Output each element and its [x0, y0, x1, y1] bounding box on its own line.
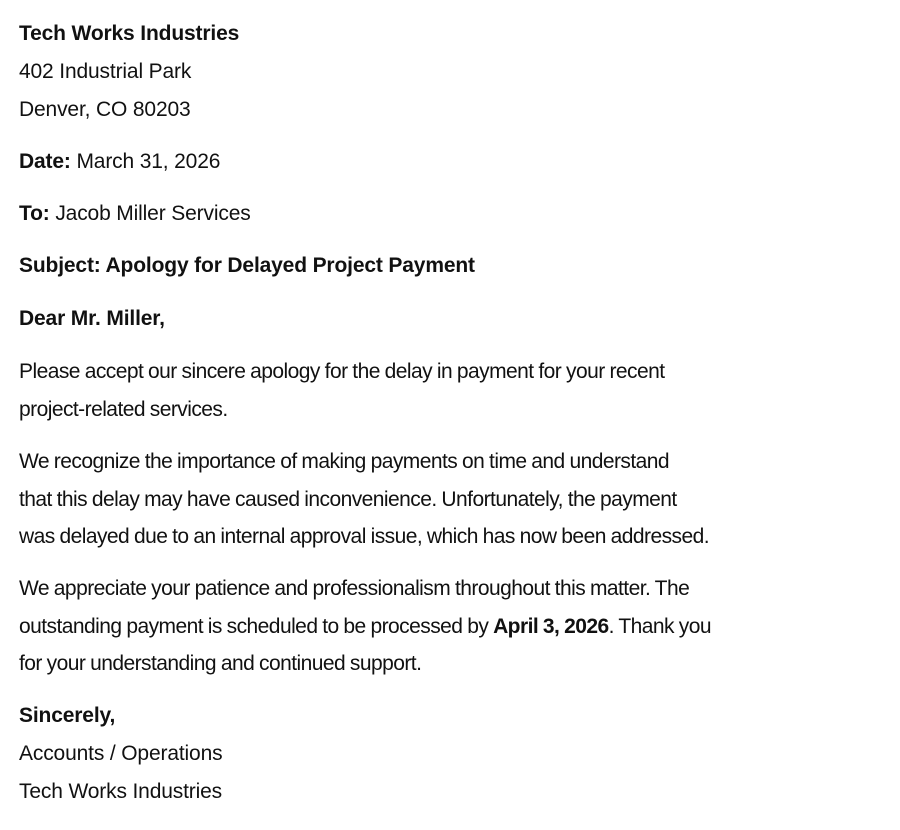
- sender-address-line1: 402 Industrial Park: [19, 60, 192, 83]
- subject-line: Subject: Apology for Delayed Project Payment: [19, 254, 475, 277]
- paragraph-2-line-1: We recognize the importance of making payments on time and understand: [19, 450, 670, 473]
- paragraph-1-line-1: Please accept our sincere apology for the delay in payment for your recent: [19, 360, 665, 383]
- date-value: March 31, 2026: [70, 150, 221, 173]
- salutation: Dear Mr. Miller,: [19, 307, 165, 330]
- paragraph-3-line-1: We appreciate your patience and professionalism throughout this matter. The: [19, 577, 690, 600]
- scheduled-payment-date: April 3, 2026: [493, 615, 609, 638]
- paragraph-3-line-2-tail: . Thank you: [608, 615, 711, 638]
- closing-company: Tech Works Industries: [19, 780, 223, 803]
- recipient-label: To:: [19, 202, 50, 225]
- sender-address-line2: Denver, CO 80203: [19, 98, 191, 121]
- closing-valediction: Sincerely,: [19, 704, 116, 727]
- paragraph-3-line-3: for your understanding and continued support.: [19, 652, 422, 675]
- paragraph-2-line-2: that this delay may have caused inconvenience. Unfortunately, the payment: [19, 488, 677, 511]
- date-line: [19, 149, 220, 175]
- paragraph-1-line-2: project-related services.: [19, 398, 228, 421]
- sender-company: Tech Works Industries: [19, 22, 240, 45]
- recipient-line: [19, 201, 251, 227]
- recipient-value: Jacob Miller Services: [49, 202, 251, 225]
- paragraph-2-line-3: was delayed due to an internal approval issue, which has now been addressed.: [19, 525, 710, 548]
- paragraph-3-line-2-text: outstanding payment is scheduled to be processed by: [19, 615, 494, 638]
- paragraph-3-line-2: [19, 614, 711, 640]
- closing-department: Accounts / Operations: [19, 742, 223, 765]
- date-label: Date:: [19, 150, 71, 173]
